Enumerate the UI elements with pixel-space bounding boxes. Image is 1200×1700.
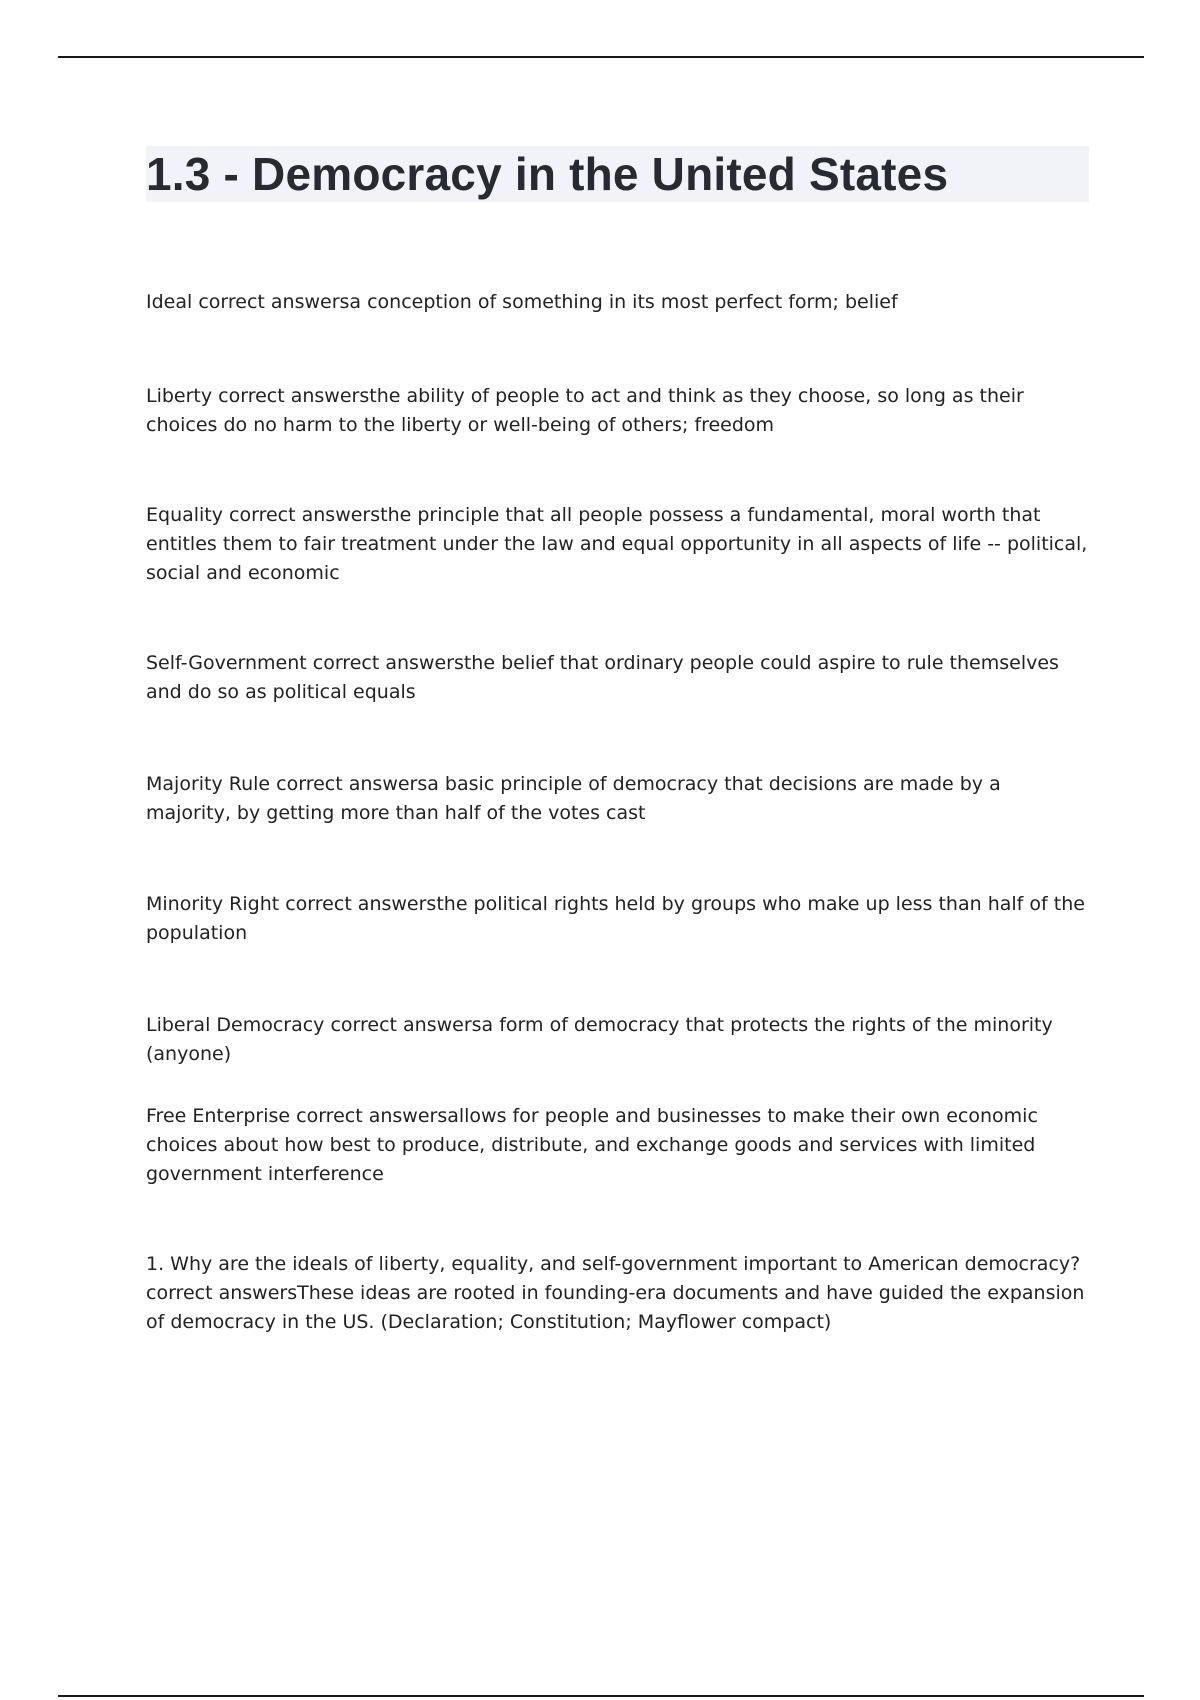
flashcard-ideal: Ideal correct answersa conception of something in its most perfect form; belief — [146, 291, 898, 313]
bottom-divider — [58, 1695, 1144, 1697]
flashcard-liberty: Liberty correct answersthe ability of people to act and think as they choose, so long as their choices do no harm to the liberty or well-being of others; freedom — [146, 385, 1024, 436]
page-title: 1.3 - Democracy in the United States — [146, 148, 949, 200]
flashcard-self-government: Self-Government correct answersthe belief that ordinary people could aspire to rule themselves and do so as political equals — [146, 652, 1059, 703]
flashcard-equality: Equality correct answersthe principle that all people possess a fundamental, moral worth that entitles them to fair treatment under the law and equal opportunity in all aspects of life -- political, social and economic — [146, 504, 1088, 584]
flashcard-liberal-democracy: Liberal Democracy correct answersa form of democracy that protects the rights of the minority (anyone) — [146, 1014, 1053, 1065]
flashcard-majority-rule: Majority Rule correct answersa basic principle of democracy that decisions are made by a majority, by getting more than half of the votes cast — [146, 773, 1001, 824]
flashcard-question-1: 1. Why are the ideals of liberty, equality, and self-government important to American democracy? correct answersThese ideas are rooted in founding-era documents and have guided the expansion of democracy in the US. (Declaration; Constitution; Mayflower compact) — [146, 1253, 1085, 1333]
flashcard-free-enterprise: Free Enterprise correct answersallows for people and businesses to make their own economic choices about how best to produce, distribute, and exchange goods and services with limited government interference — [146, 1105, 1038, 1185]
top-divider — [58, 56, 1144, 58]
flashcard-minority-right: Minority Right correct answersthe political rights held by groups who make up less than half of the population — [146, 893, 1085, 944]
